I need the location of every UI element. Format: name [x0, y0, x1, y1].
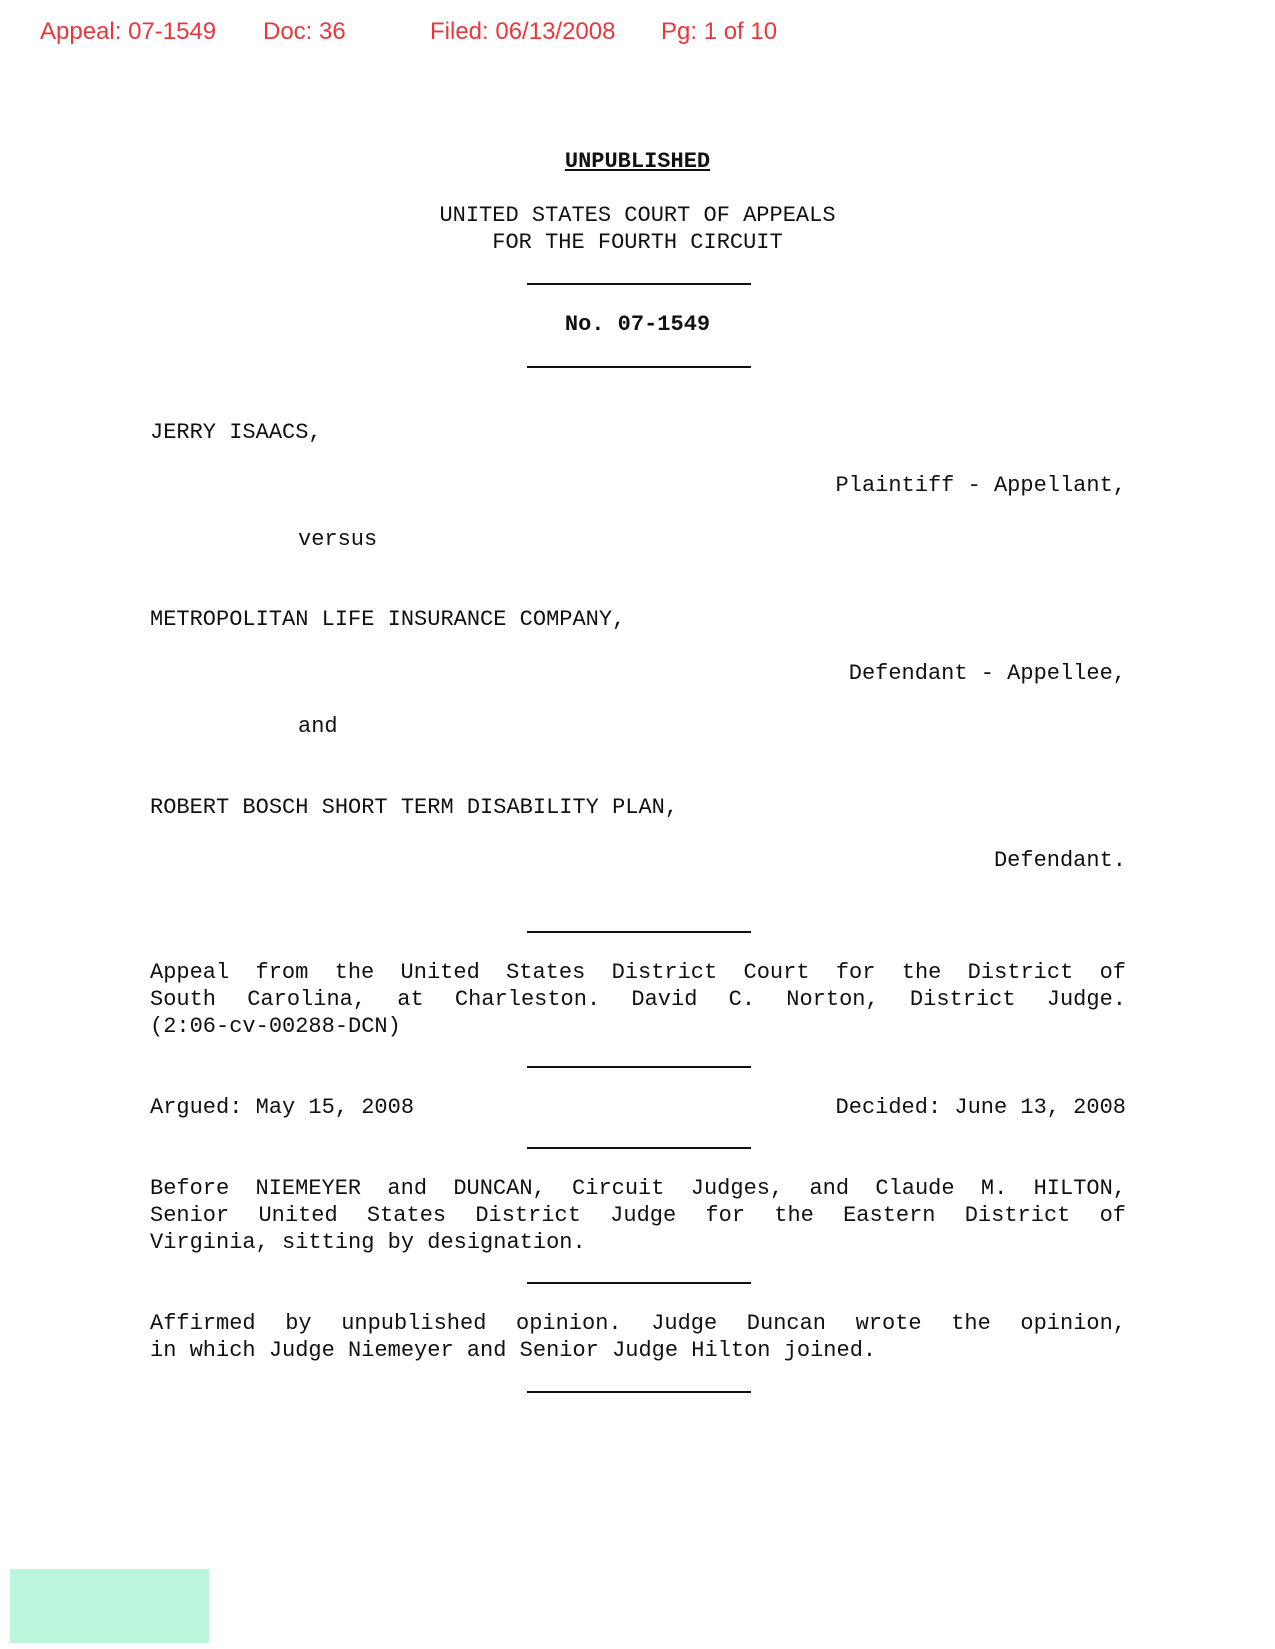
divider-rule	[527, 931, 751, 933]
panel-paragraph	[150, 1175, 1126, 1256]
stamp-block	[10, 1569, 209, 1643]
appeal-from-line: Appeal from the United States District Court for the District of	[150, 960, 1126, 985]
divider-rule	[527, 1282, 751, 1284]
appeal-from-line: South Carolina, at Charleston. David C. Norton, District Judge.	[150, 987, 1126, 1012]
plaintiff-name: JERRY ISAACS,	[150, 420, 322, 445]
defendant-1-name: METROPOLITAN LIFE INSURANCE COMPANY,	[150, 607, 626, 632]
divider-rule	[527, 283, 751, 285]
versus-label: versus	[298, 527, 378, 552]
appeal-number-label: Appeal: 07-1549	[40, 18, 217, 45]
doc-number-label: Doc: 36	[263, 18, 346, 45]
court-name-line-2: FOR THE FOURTH CIRCUIT	[492, 230, 783, 255]
panel-line: Before NIEMEYER and DUNCAN, Circuit Judges, and Claude M. HILTON,	[150, 1176, 1126, 1201]
panel-line: Virginia, sitting by designation.	[150, 1230, 586, 1255]
defendant-2-name: ROBERT BOSCH SHORT TERM DISABILITY PLAN,	[150, 795, 679, 820]
argued-date: Argued: May 15, 2008	[150, 1095, 415, 1120]
divider-rule	[527, 1391, 751, 1393]
case-number: No. 07-1549	[564, 312, 711, 337]
and-label: and	[298, 714, 338, 739]
filed-date-label: Filed: 06/13/2008	[430, 18, 616, 45]
appeal-from-line: (2:06-cv-00288-DCN)	[150, 1014, 401, 1039]
decided-date: Decided: June 13, 2008	[835, 1095, 1126, 1120]
defendant-2-role: Defendant.	[993, 848, 1126, 873]
disposition-line: in which Judge Niemeyer and Senior Judge Hilton joined.	[150, 1338, 877, 1363]
court-name-line-1: UNITED STATES COURT OF APPEALS	[439, 203, 836, 228]
appeal-from-paragraph	[150, 959, 1126, 1040]
divider-rule	[527, 366, 751, 368]
defendant-1-role: Defendant - Appellee,	[848, 661, 1126, 686]
disposition-line: Affirmed by unpublished opinion. Judge Duncan wrote the opinion,	[150, 1311, 1126, 1336]
disposition-paragraph	[150, 1310, 1126, 1364]
divider-rule	[527, 1147, 751, 1149]
unpublished-heading: UNPUBLISHED	[564, 149, 711, 174]
panel-line: Senior United States District Judge for the Eastern District of	[150, 1203, 1126, 1228]
plaintiff-role: Plaintiff - Appellant,	[835, 473, 1126, 498]
divider-rule	[527, 1066, 751, 1068]
page-count-label: Pg: 1 of 10	[661, 18, 778, 45]
